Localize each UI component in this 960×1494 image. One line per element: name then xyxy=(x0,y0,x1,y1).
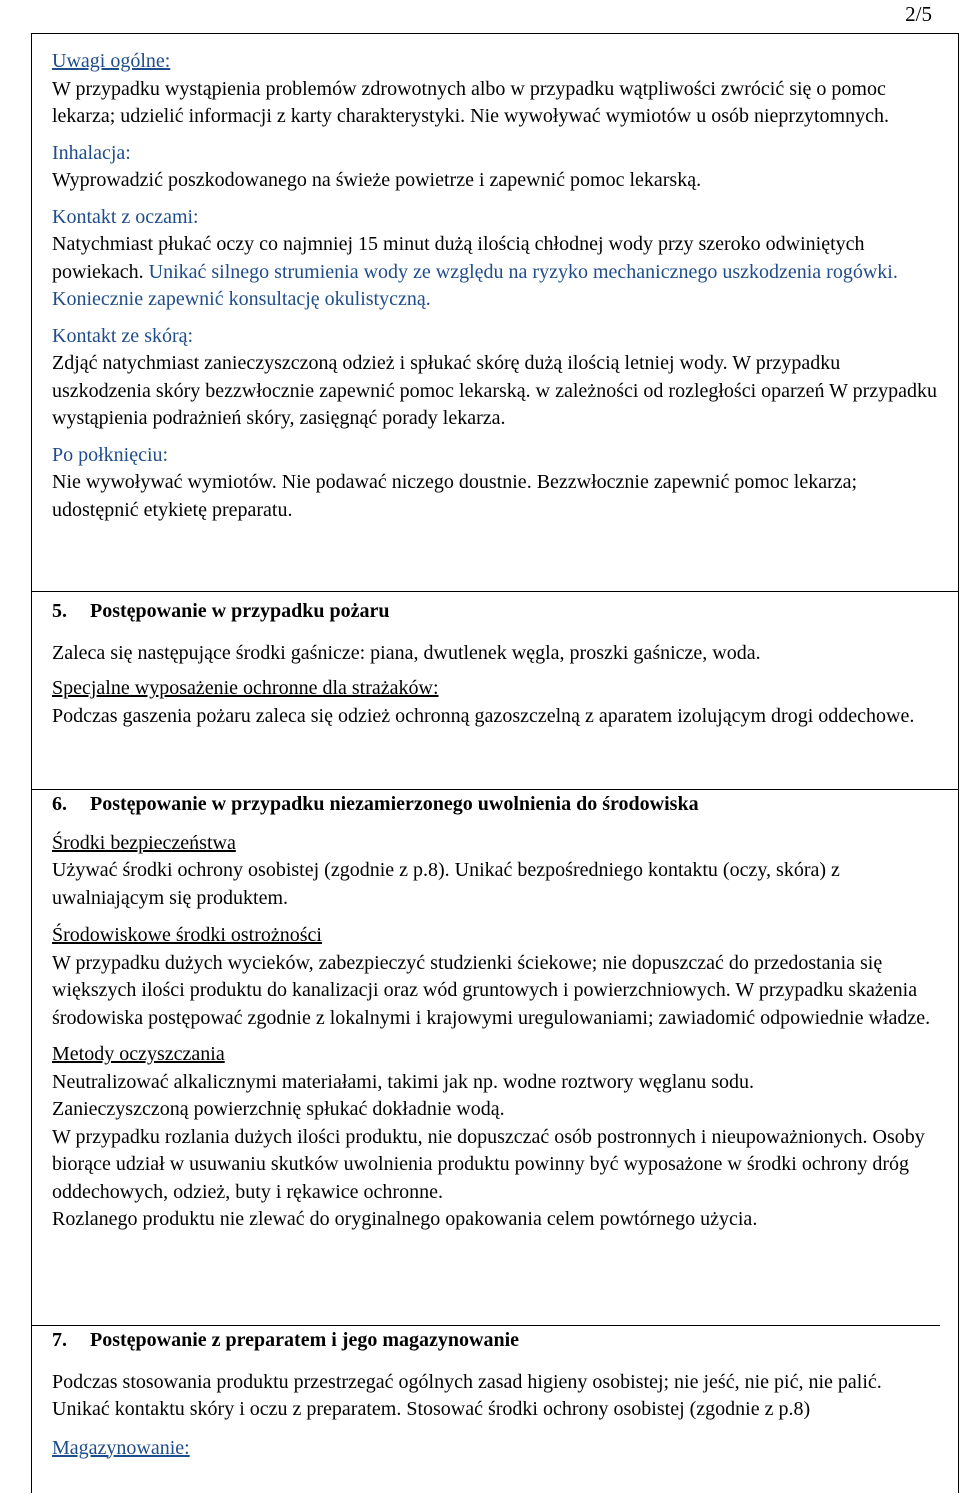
section-7-heading xyxy=(52,1327,942,1355)
eye-contact-text-1: Natychmiast płukać oczy co najmniej 15 minut dużą ilością chłodnej wody przy szeroko odwiniętych powiekach. xyxy=(52,233,865,283)
cleanup-text-3: W przypadku rozlania dużych ilości produktu, nie dopuszczać osób postronnych i nieupoważnionych. Osoby biorące udział w usuwaniu skutków uwolnienia produktu powinny być wyposażone w środki ochrony dróg oddechowych, odzież, buty i rękawice ochronne. xyxy=(52,1125,925,1203)
cleanup-text-4: Rozlanego produktu nie zlewać do oryginalnego opakowania celem powtórnego użycia. xyxy=(52,1208,758,1230)
section-5-number: 5. xyxy=(52,600,67,622)
firefighter-equipment-heading: Specjalne wyposażenie ochronne dla strażaków: xyxy=(52,677,439,699)
cleanup-text-2: Zanieczyszczoną powierzchnię spłukać dokładnie wodą. xyxy=(52,1098,505,1120)
divider-section-7 xyxy=(31,1325,940,1326)
environmental-precautions-heading: Środowiskowe środki ostrożności xyxy=(52,924,322,946)
eye-contact-text xyxy=(52,231,942,314)
environmental-precautions-text: W przypadku dużych wycieków, zabezpieczyć studzienki ściekowe; nie dopuszczać do przedostania się większych ilości produktu do kanalizacji oraz wód gruntowych i powierzchniowych. W przypadku skażenia środowiska postępować zgodnie z lokalnymi i krajowymi uregulowaniami; zawiadomić odpowiednie władze. xyxy=(52,951,931,1029)
eye-contact-text-2: Unikać silnego strumienia wody ze względu na ryzyko mechanicznego uszkodzenia rogówki. Koniecznie zapewnić konsultację okulistyczną. xyxy=(52,260,898,310)
cleanup-methods-heading: Metody oczyszczania xyxy=(52,1043,225,1065)
page-number: 2/5 xyxy=(905,2,932,26)
storage-heading: Magazynowanie: xyxy=(52,1436,190,1459)
inhalation-heading: Inhalacja: xyxy=(52,141,131,164)
general-notes-text: W przypadku wystąpienia problemów zdrowotnych albo w przypadku wątpliwości zwrócić się o pomoc lekarza; udzielić informacji z karty charakterystyki. Nie wywoływać wymiotów u osób nieprzytomnych. xyxy=(52,77,889,127)
skin-contact-heading: Kontakt ze skórą: xyxy=(52,324,194,347)
section-7 xyxy=(52,1327,942,1462)
eye-contact-heading: Kontakt z oczami: xyxy=(52,205,199,228)
section-5-heading xyxy=(52,598,942,626)
section-7-title: Postępowanie z preparatem i jego magazynowanie xyxy=(90,1329,520,1351)
section-6-heading xyxy=(52,791,942,819)
personal-precautions-text: Używać środki ochrony osobistej (zgodnie z p.8). Unikać bezpośredniego kontaktu (oczy, skóra) z uwalniającym się produktem. xyxy=(52,859,840,909)
section-7-text: Podczas stosowania produktu przestrzegać ogólnych zasad higieny osobistej; nie jeść, nie pić, nie palić. Unikać kontaktu skóry i oczu z preparatem. Stosować środki ochrony osobistej (zgodnie z p.8) xyxy=(52,1370,882,1420)
section-6 xyxy=(52,791,942,1234)
section-5-text: Zaleca się następujące środki gaśnicze: piana, dwutlenek węgla, proszki gaśnicze, woda. xyxy=(52,641,761,664)
cleanup-text-1: Neutralizować alkalicznymi materiałami, takimi jak np. wodne roztwory węglanu sodu. xyxy=(52,1070,754,1093)
section-7-number: 7. xyxy=(52,1329,67,1351)
personal-precautions-heading: Środki bezpieczeństwa xyxy=(52,831,236,854)
firefighter-equipment-text: Podczas gaszenia pożaru zaleca się odzież ochronną gazoszczelną z aparatem izolującym drogi oddechowe. xyxy=(52,704,915,727)
section-6-title: Postępowanie w przypadku niezamierzonego uwolnienia do środowiska xyxy=(90,793,699,815)
general-notes-heading: Uwagi ogólne: xyxy=(52,50,171,72)
section-6-number: 6. xyxy=(52,793,67,815)
divider-section-5 xyxy=(31,591,959,592)
skin-contact-text: Zdjąć natychmiast zanieczyszczoną odzież i spłukać skórę dużą ilością letniej wody. W przypadku uszkodzenia skóry bezzwłocznie zapewnić pomoc lekarską. w zależności od rozległości oparzeń W przypadku wystąpienia podrażnień skóry, zasięgnąć porady lekarza. xyxy=(52,352,938,429)
swallowing-text: Nie wywoływać wymiotów. Nie podawać niczego doustnie. Bezzwłocznie zapewnić pomoc lekarza; udostępnić etykietę preparatu. xyxy=(52,471,858,521)
first-aid-block xyxy=(52,48,942,524)
inhalation-text: Wyprowadzić poszkodowanego na świeże powietrze i zapewnić pomoc lekarską. xyxy=(52,169,702,191)
section-5-title: Postępowanie w przypadku pożaru xyxy=(90,600,390,622)
swallowing-heading: Po połknięciu: xyxy=(52,443,169,466)
section-5 xyxy=(52,598,942,730)
divider-section-6 xyxy=(31,789,959,790)
